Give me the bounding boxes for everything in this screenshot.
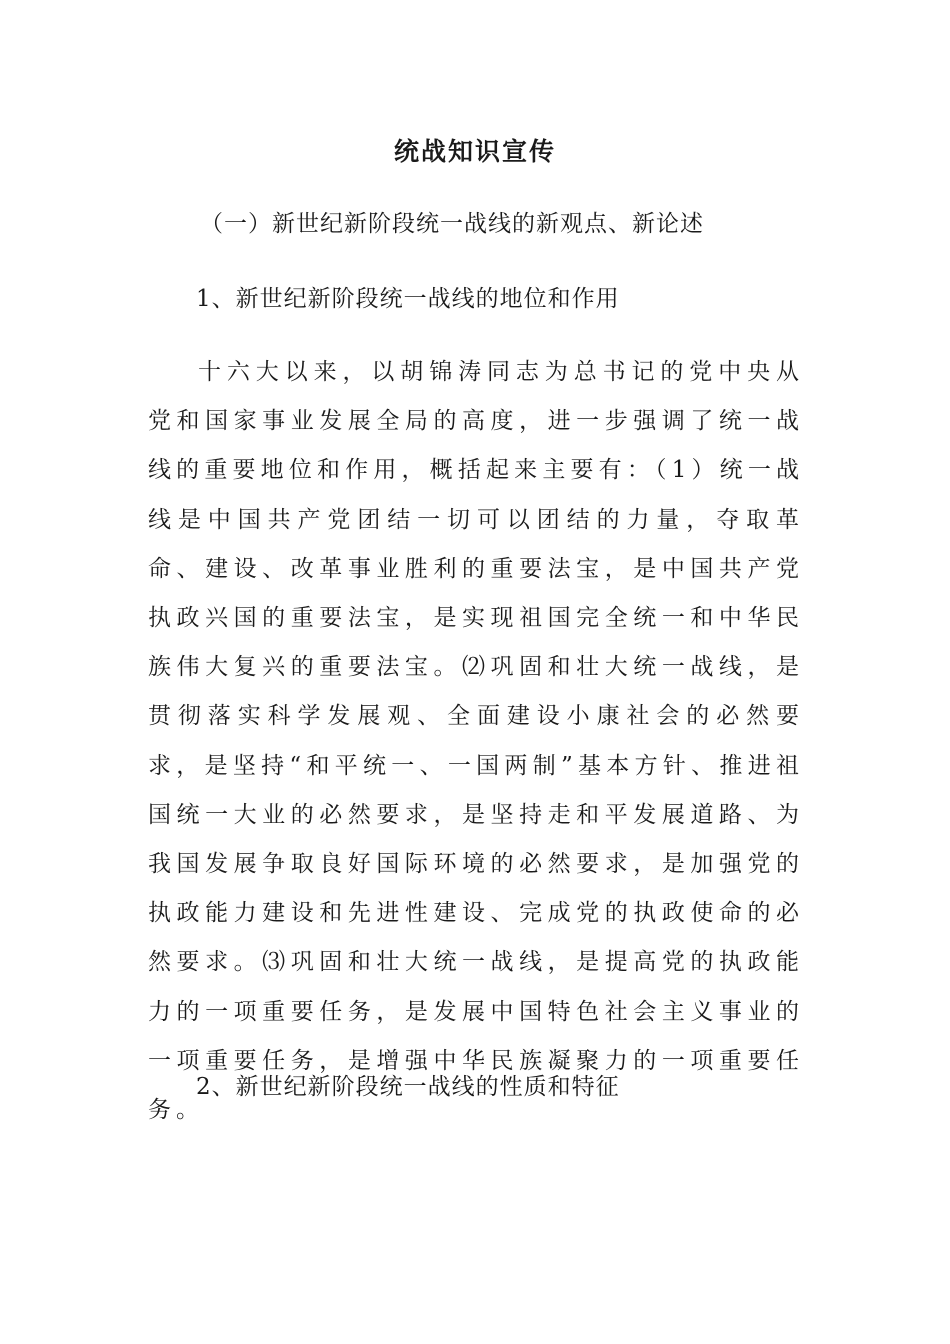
section-heading: （一）新世纪新阶段统一战线的新观点、新论述	[200, 211, 704, 237]
subsection-2-heading: 2、新世纪新阶段统一战线的性质和特征	[196, 1074, 620, 1100]
subsection-1-heading: 1、新世纪新阶段统一战线的地位和作用	[196, 286, 620, 312]
subsection-1-paragraph: 十六大以来，以胡锦涛同志为总书记的党中央从党和国家事业发展全局的高度，进一步强调了统一战线的重要地位和作用，概括起来主要有：（1）统一战线是中国共产党团结一切可以团结的力量，夺取革命、建设、改革事业胜利的重要法宝，是中国共产党执政兴国的重要法宝，是实现祖国完全统一和中华民族伟大复兴的重要法宝。⑵巩固和壮大统一战线，是贯彻落实科学发展观、全面建设小康社会的必然要求，是坚持“和平统一、一国两制”基本方针、推进祖国统一大业的必然要求，是坚持走和平发展道路、为我国发展争取良好国际环境的必然要求，是加强党的执政能力建设和先进性建设、完成党的执政使命的必然要求。⑶巩固和壮大统一战线，是提高党的执政能力的一项重要任务，是发展中国特色社会主义事业的一项重要任务，是增强中华民族凝聚力的一项重要任务。	[148, 359, 804, 1124]
document-title: 统战知识宣传	[393, 137, 556, 166]
